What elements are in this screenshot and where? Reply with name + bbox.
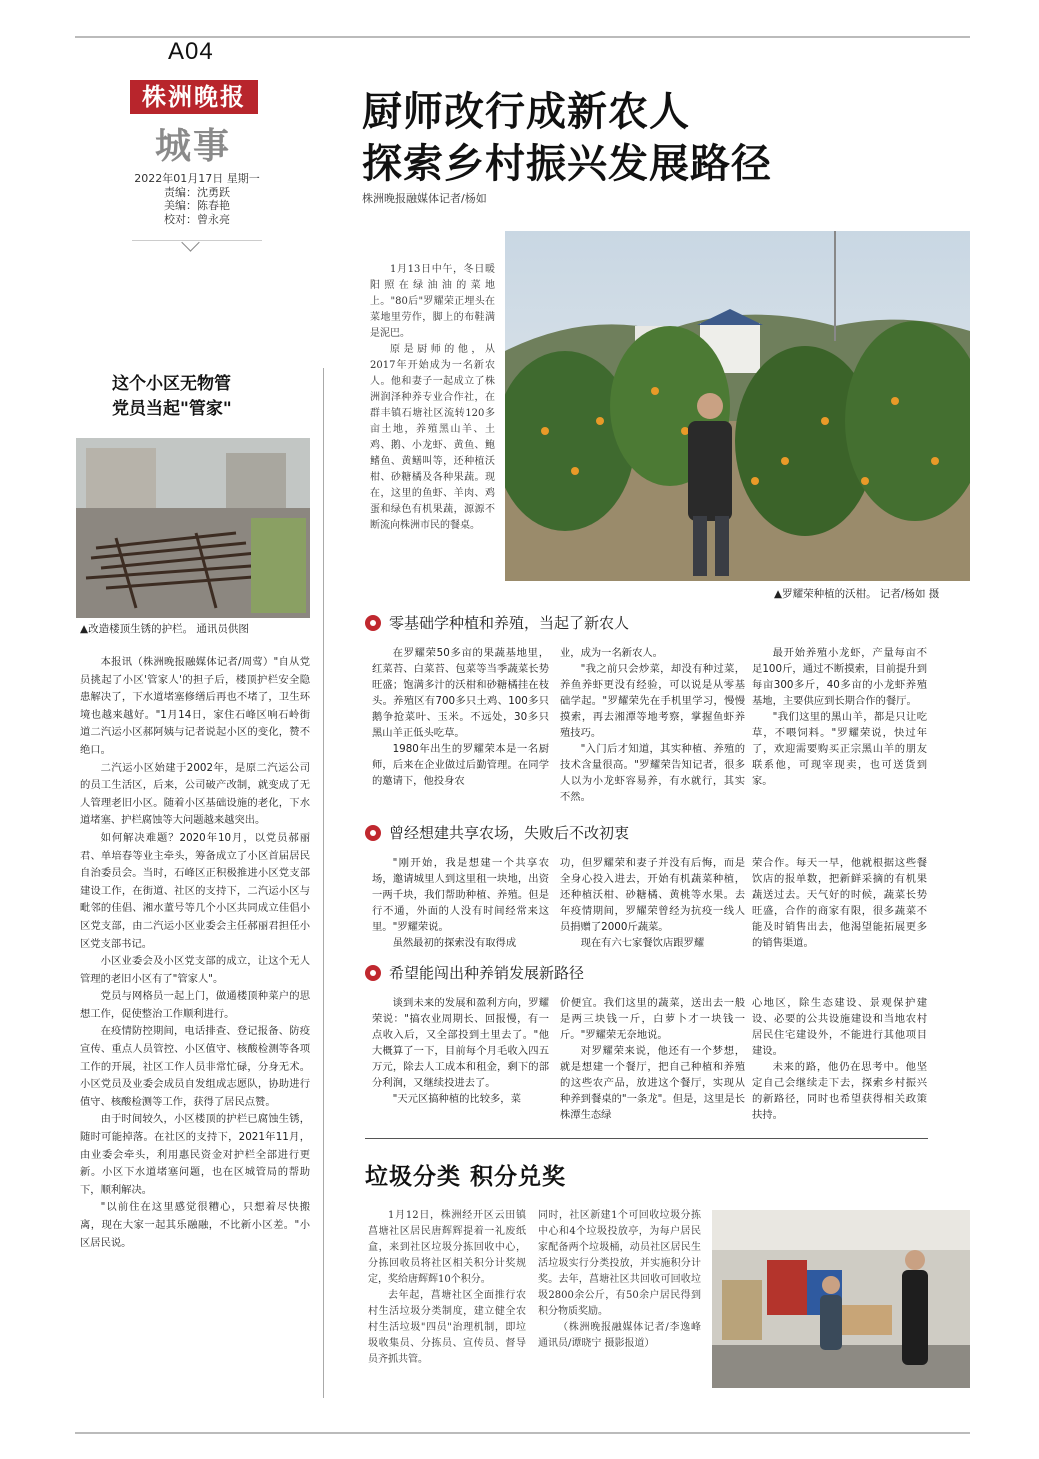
s2-col-1 <box>372 855 549 951</box>
page-meta <box>132 172 262 226</box>
paragraph: 在罗耀荣50多亩的果蔬基地里，红菜苔、白菜苔、包菜等当季蔬菜长势旺盛；饱满多汁的沃柑和砂糖橘挂在枝头。养殖区有700多只土鸡、100多只鹅争抢菜叶、玉米。不远处，30多只黑山羊正低头吃草。 <box>372 647 549 739</box>
bottom-col-1 <box>368 1208 526 1368</box>
paragraph: 荣合作。每天一早，他就根据这些餐饮店的报单数，把新鲜采摘的有机果蔬送过去。天气好的时候，蔬菜长势旺盛，合作的商家有限，很多蔬菜不能及时销售出去，他渴望能拓展更多的销售渠道。 <box>752 857 927 949</box>
meta-art-editor: 美编：陈春艳 <box>164 199 230 212</box>
paragraph: 功，但罗耀荣和妻子并没有后悔，而是全身心投入进去，开始有机蔬菜种植，还种植沃柑、砂糖橘、黄桃等水果。去年疫情期间，罗耀荣曾经为抗疫一线人员捐赠了2000斤蔬菜。 <box>560 857 745 933</box>
main-lead <box>370 262 495 534</box>
s1-col-3 <box>752 645 927 789</box>
bullet-icon <box>365 825 381 841</box>
bottom-col-2 <box>538 1208 701 1352</box>
paragraph: 二汽运小区始建于2002年，是原二汽运公司的员工生活区，后来，公司破产改制，就变成了无人管理老旧小区。随着小区基础设施的老化，下水道堵塞、护栏腐蚀等大问题越来越突出。 <box>80 761 310 827</box>
lead-paragraph: 1月13日中午，冬日暖阳照在绿油油的菜地上。"80后"罗耀荣正埋头在菜地里劳作，脚上的布鞋满是泥巴。 <box>370 264 495 339</box>
paragraph: 在疫情防控期间，电话排查、登记报备、防疫宣传、重点人员管控、小区值守、核酸检测等各项工作的开展，社区工作人员非常忙碌，分身无术。小区党员及业委会成员自发组成志愿队，协助进行值守、核酸检测等工作，获得了居民点赞。 <box>80 1025 310 1108</box>
paragraph: "刚开始，我是想建一个共享农场，邀请城里人到这里租一块地，出资一两千块，我们帮助种植、养殖。但是行不通，外面的人没有时间经常来这里。"罗耀荣说。 <box>372 857 549 933</box>
s3-col-1 <box>372 995 549 1107</box>
page-number: A04 <box>168 38 214 65</box>
headline-line-1: 厨师改行成新农人 <box>362 89 690 135</box>
paragraph: 本报讯（株洲晚报融媒体记者/周莺）"自从党员挑起了小区'管家人'的担子后，楼顶护栏安全隐患解决了，下水道堵塞修缮后再也不堵了，卫生环境也越来越好。"1月14日，家住石峰区响石岭街道二汽运小区郝阿姨与记者说起小区的变化，赞不绝口。 <box>80 656 310 756</box>
story-divider <box>365 1138 928 1139</box>
meta-proofreader: 校对：曾永亮 <box>164 212 230 226</box>
rooftop-photo <box>76 438 310 618</box>
side-headline-line-1: 这个小区无物管 <box>112 374 231 394</box>
paragraph: 虽然最初的探索没有取得成 <box>392 937 517 949</box>
paragraph: "天元区搞种植的比较多，菜 <box>392 1093 521 1105</box>
headline-line-2: 探索乡村振兴发展路径 <box>362 141 772 187</box>
rooftop-photo-caption: ▲改造楼顶生锈的护栏。 通讯员供图 <box>80 623 249 635</box>
chevron-down-icon <box>181 233 199 251</box>
paragraph: "入门后才知道，其实种植、养殖的技术含量很高。"罗耀荣告知记者，很多人以为小龙虾容易养，有水就行，其实不然。 <box>560 743 745 803</box>
paragraph: 心地区，除生态建设、景观保护建设、必要的公共设施建设和当地农村居民住宅建设外，不能进行其他项目建设。 <box>752 997 927 1057</box>
orchard-photo-caption: ▲罗耀荣种植的沃柑。 记者/杨如 摄 <box>774 588 940 600</box>
s2-col-3 <box>752 855 927 951</box>
paragraph: 对罗耀荣来说，他还有一个梦想，就是想建一个餐厅，把自己种植和养殖的这些农产品，放进这个餐厅，实现从种养到餐桌的"一条龙"。但是，这里是长株潭生态绿 <box>560 1045 745 1121</box>
s2-col-2 <box>560 855 745 951</box>
orchard-photo <box>505 231 970 581</box>
paragraph: 去年起，菖塘社区全面推行农村生活垃圾分类制度，建立健全农村生活垃圾"四员"治理机制，即垃圾收集员、分拣员、宣传员、督导员齐抓共管。 <box>368 1290 526 1365</box>
s3-col-3 <box>752 995 927 1123</box>
bottom-headline: 垃圾分类 积分兑奖 <box>365 1164 567 1190</box>
paragraph: "以前住在这里感觉很糟心，只想着尽快搬离，现在大家一起其乐融融，不比新小区差。"小区居民说。 <box>80 1201 310 1249</box>
paragraph: 同时，社区新建1个可回收垃圾分拣中心和4个垃圾投放亭，为每户居民家配备两个垃圾桶，动员社区居民生活垃圾实行分类投放，并实施积分计奖。去年，菖塘社区共回收可回收垃圾2800余公斤，有50余户居民得到积分物质奖励。 <box>538 1210 701 1317</box>
masthead-logo: 株洲晚报 <box>130 80 258 114</box>
lead-paragraph: 原是厨师的他，从2017年开始成为一名新农人。他和妻子一起成立了株洲润泽种养专业合作社，在群丰镇石塘社区流转120多亩土地，养殖黑山羊、土鸡、鹅、小龙虾、黄鱼、鲍鳍鱼、黄鳝叫等，还种植沃柑、砂糖橘及各种果蔬。现在，这里的鱼虾、羊肉、鸡蛋和绿色有机果蔬，源源不断流向株洲市民的餐桌。 <box>370 344 495 531</box>
subhead-1 <box>365 612 629 633</box>
recycling-photo <box>712 1210 970 1388</box>
paragraph: 1980年出生的罗耀荣本是一名厨师，后来在企业做过后勤管理。在同学的邀请下，他投身农 <box>372 743 549 787</box>
paragraph: 业，成为一名新农人。 <box>560 647 663 659</box>
bottom-rule <box>75 1432 970 1434</box>
paragraph: 小区业委会及小区党支部的成立，让这个无人管理的老旧小区有了"管家人"。 <box>80 955 310 985</box>
meta-editor: 责编：沈勇跃 <box>164 185 230 199</box>
paragraph: 党员与网格员一起上门，做通楼顶种菜户的思想工作，促使整治工作顺利进行。 <box>80 990 310 1020</box>
side-headline-line-2: 党员当起"管家" <box>112 399 232 419</box>
s1-col-1 <box>372 645 549 789</box>
s1-col-2 <box>560 645 745 805</box>
subhead-2 <box>365 822 629 843</box>
meta-date: 2022年01月17日 星期一 <box>134 172 260 185</box>
column-divider <box>323 368 324 1398</box>
subhead-1-text: 零基础学种植和养殖，当起了新农人 <box>389 614 630 632</box>
paragraph: 价便宜。我们这里的蔬菜，送出去一般是两三块钱一斤，白萝卜才一块钱一斤。"罗耀荣无奈地说。 <box>560 997 745 1041</box>
paragraph: 1月12日，株洲经开区云田镇菖塘社区居民唐辉辉提着一礼废纸盒，来到社区垃圾分拣回收中心，分拣回收员将社区相关积分计奖规定，奖给唐辉辉10个积分。 <box>368 1210 526 1285</box>
paragraph: "我之前只会炒菜，却没有种过菜，养鱼养虾更没有经验，可以说是从零基础学起。"罗耀荣先在手机里学习，慢慢摸索，再去湘潭等地考察，掌握鱼虾养殖技巧。 <box>560 663 745 739</box>
paragraph: "我们这里的黑山羊，都是只让吃草，不喂饲料。"罗耀荣说，快过年了，欢迎需要购买正宗黑山羊的朋友联系他，可现宰现卖，也可送货到家。 <box>752 711 927 787</box>
s3-col-2 <box>560 995 745 1123</box>
subhead-2-text: 曾经想建共享农场，失败后不改初衷 <box>389 824 630 842</box>
subhead-3 <box>365 962 584 983</box>
paragraph: 由于时间较久，小区楼顶的护栏已腐蚀生锈，随时可能掉落。在社区的支持下，2021年11月，由业委会牵头，利用惠民资金对护栏全部进行更新。小区下水道堵塞问题，也在区城管局的帮助下，顺利解决。 <box>80 1113 310 1196</box>
meta-divider <box>132 240 262 241</box>
paragraph: 谈到未来的发展和盈利方向，罗耀荣说："搞农业周期长、回报慢，有一点收入后，又全部投到土里去了。"他大概算了一下，目前每个月毛收入四五万元，除去人工成本和租金，剩下的部分利润，又继续投进去了。 <box>372 997 549 1089</box>
side-headline <box>112 372 232 422</box>
subhead-3-text: 希望能闯出种养销发展新路径 <box>389 964 585 982</box>
paragraph: 如何解决难题？2020年10月，以党员郝丽君、单培春等业主牵头，筹备成立了小区首届居民自治委员会。当时，石峰区正积极推进小区党支部建设工作，在街道、社区的支持下，二汽运小区与毗邻的佳倡、湘水董号等几个小区共同成立佳倡小区党支部，由二汽运小区业委会主任郝丽君担任小区党支部书记。 <box>80 831 310 950</box>
paragraph: （株洲晚报融媒体记者/李逸峰 通讯员/谭晓宁 摄影报道） <box>538 1322 701 1349</box>
main-headline <box>362 86 772 190</box>
main-byline: 株洲晚报融媒体记者/杨如 <box>362 192 487 205</box>
section-title: 城事 <box>155 125 232 167</box>
side-body <box>80 654 310 1252</box>
paragraph: 未来的路，他仍在思考中。他坚定自己会继续走下去，探索乡村振兴的新路径，同时也希望获得相关政策扶持。 <box>752 1061 927 1121</box>
bullet-icon <box>365 615 381 631</box>
bullet-icon <box>365 965 381 981</box>
paragraph: 现在有六七家餐饮店跟罗耀 <box>580 937 705 949</box>
paragraph: 最开始养殖小龙虾，产量每亩不足100斤，通过不断摸索，目前提升到每亩300多斤，40多亩的小龙虾养殖基地，主要供应到长期合作的餐厅。 <box>752 647 927 707</box>
